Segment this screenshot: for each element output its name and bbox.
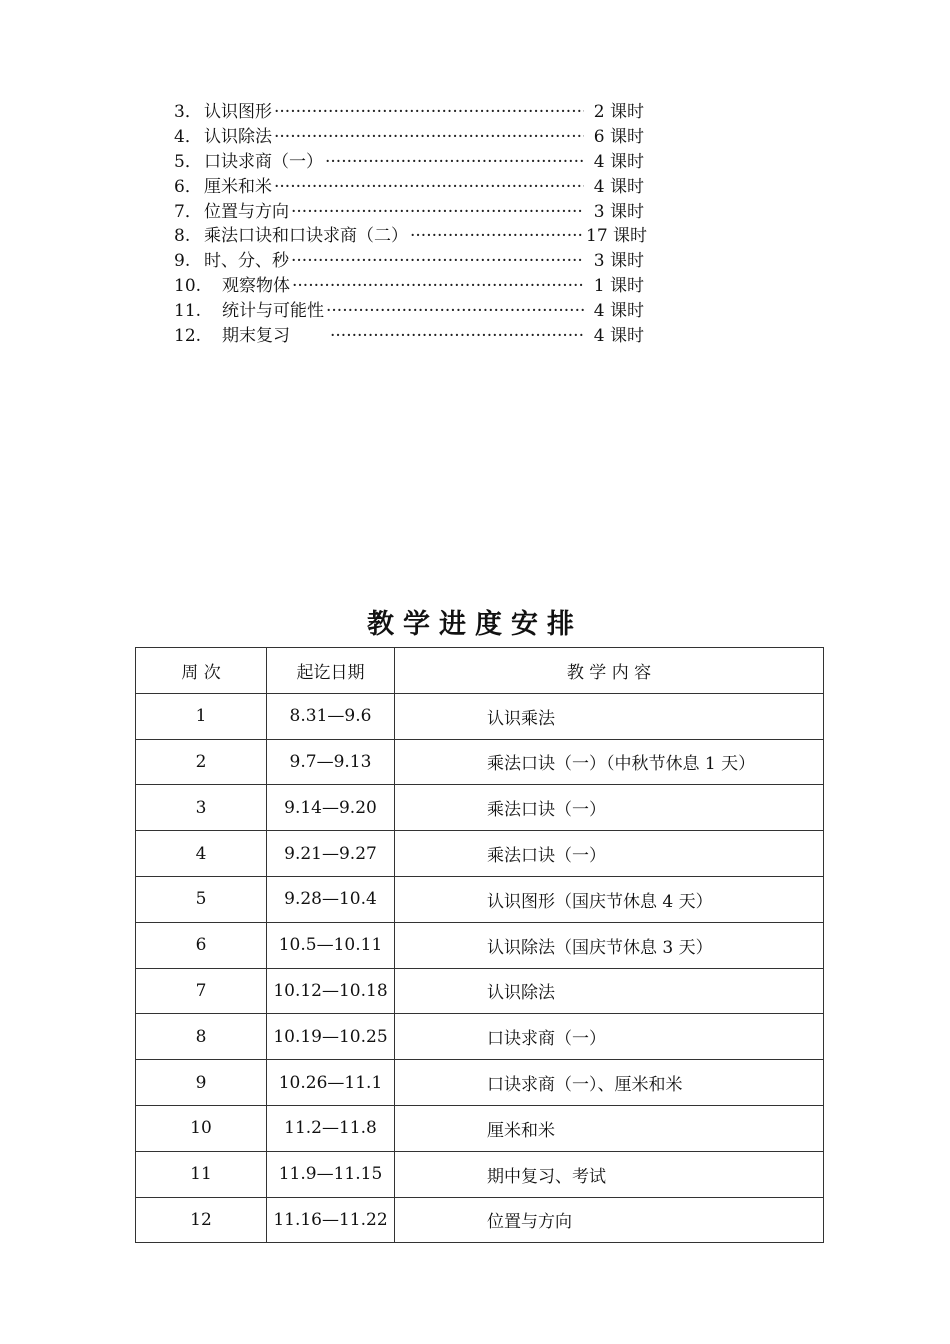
dot-leader [291, 249, 584, 274]
toc-item [174, 299, 644, 324]
toc-item-hours: 4 课时 [593, 151, 644, 172]
toc-item-hours: 1 课时 [593, 276, 644, 297]
cell-date: 8.31—9.6 [267, 693, 395, 739]
cell-content: 期中复习、考试 [395, 1151, 824, 1197]
cell-week: 7 [136, 968, 267, 1014]
toc-item [174, 150, 644, 175]
table-row [136, 1014, 824, 1060]
cell-week: 1 [136, 693, 267, 739]
cell-content: 厘米和米 [395, 1105, 824, 1151]
cell-date: 9.7—9.13 [267, 739, 395, 785]
cell-content: 乘法口诀（一）（中秋节休息 1 天） [395, 739, 824, 785]
dot-leader [410, 224, 584, 249]
toc-item-title: 统计与可能性 [222, 301, 324, 322]
toc-item-number: 3． [174, 102, 202, 122]
toc-item-number: 11. [174, 301, 202, 322]
dot-leader [292, 274, 584, 299]
toc-item-number: 10. [174, 276, 202, 297]
cell-content: 认识乘法 [395, 693, 824, 739]
cell-date: 10.26—11.1 [267, 1060, 395, 1106]
table-row [136, 1151, 824, 1197]
toc-item [174, 224, 648, 249]
toc-item-hours: 4 课时 [593, 326, 644, 347]
cell-week: 9 [136, 1060, 267, 1106]
cell-week: 4 [136, 831, 267, 877]
cell-date: 11.9—11.15 [267, 1151, 395, 1197]
toc-item-hours: 6 课时 [593, 126, 644, 147]
cell-week: 2 [136, 739, 267, 785]
toc-item-title: 认识图形 [204, 102, 272, 122]
cell-content: 认识除法 [395, 968, 824, 1014]
cell-date: 10.5—10.11 [267, 922, 395, 968]
toc-item-title: 乘法口诀和口诀求商（二） [204, 226, 408, 247]
cell-week: 3 [136, 785, 267, 831]
dot-leader [274, 100, 584, 125]
table-row [136, 831, 824, 877]
cell-content: 口诀求商（一）、厘米和米 [395, 1060, 824, 1106]
toc-item-hours: 4 课时 [593, 301, 644, 322]
toc-item-title: 观察物体 [222, 276, 290, 297]
cell-date: 11.16—11.22 [267, 1197, 395, 1243]
table-row [136, 1197, 824, 1243]
toc-item-title: 认识除法 [204, 126, 272, 147]
cell-week: 12 [136, 1197, 267, 1243]
toc-item-number: 8. [174, 226, 191, 247]
table-row [136, 1060, 824, 1106]
table-row [136, 876, 824, 922]
table-header-row [136, 648, 824, 694]
cell-content: 位置与方向 [395, 1197, 824, 1243]
cell-content: 口诀求商（一） [395, 1014, 824, 1060]
toc-item [174, 200, 644, 225]
cell-content: 认识图形（国庆节休息 4 天） [395, 876, 824, 922]
table-row [136, 693, 824, 739]
cell-week: 10 [136, 1105, 267, 1151]
toc-item-hours: 4 课时 [593, 176, 644, 197]
toc-item-title: 期末复习 [222, 326, 290, 347]
course-hours-list [174, 100, 648, 349]
header-date: 起讫日期 [267, 648, 395, 694]
cell-date: 9.21—9.27 [267, 831, 395, 877]
table-row [136, 922, 824, 968]
toc-item-number: 7． [174, 201, 202, 222]
table-row [136, 739, 824, 785]
dot-leader [325, 150, 584, 175]
dot-leader [274, 125, 584, 150]
toc-item-title: 口诀求商（一） [204, 151, 323, 172]
toc-item [174, 249, 644, 274]
cell-week: 6 [136, 922, 267, 968]
toc-item-number: 5． [174, 151, 202, 172]
toc-item-number: 4． [174, 126, 202, 147]
dot-leader [326, 299, 584, 324]
toc-item [174, 100, 644, 125]
toc-item-title: 位置与方向 [204, 201, 289, 222]
toc-item-hours: 3 课时 [593, 251, 644, 272]
dot-leader [330, 324, 584, 349]
cell-date: 11.2—11.8 [267, 1105, 395, 1151]
table-row [136, 785, 824, 831]
toc-item-hours: 17 课时 [586, 226, 648, 247]
cell-date: 10.19—10.25 [267, 1014, 395, 1060]
toc-item-title: 厘米和米 [204, 176, 272, 197]
cell-date: 9.14—9.20 [267, 785, 395, 831]
toc-item-hours: 3 课时 [593, 201, 644, 222]
table-row [136, 1105, 824, 1151]
dot-leader [274, 175, 584, 200]
dot-leader [291, 200, 584, 225]
toc-item-hours: 2 课时 [593, 102, 644, 122]
cell-date: 9.28—10.4 [267, 876, 395, 922]
toc-item-number: 12. [174, 326, 202, 347]
cell-week: 11 [136, 1151, 267, 1197]
toc-item [174, 274, 644, 299]
cell-week: 5 [136, 876, 267, 922]
schedule-table [135, 647, 824, 1243]
cell-date: 10.12—10.18 [267, 968, 395, 1014]
toc-item [174, 324, 644, 349]
cell-content: 乘法口诀（一） [395, 831, 824, 877]
toc-item [174, 175, 644, 200]
toc-item-number: 6． [174, 176, 202, 197]
toc-item-number: 9. [174, 251, 191, 272]
toc-item-title: 时、分、秒 [204, 251, 289, 272]
header-week: 周 次 [136, 648, 267, 694]
cell-week: 8 [136, 1014, 267, 1060]
header-content: 教 学 内 容 [395, 648, 824, 694]
schedule-title: 教学进度安排 [367, 609, 583, 640]
cell-content: 乘法口诀（一） [395, 785, 824, 831]
table-row [136, 968, 824, 1014]
toc-item [174, 125, 644, 150]
cell-content: 认识除法（国庆节休息 3 天） [395, 922, 824, 968]
